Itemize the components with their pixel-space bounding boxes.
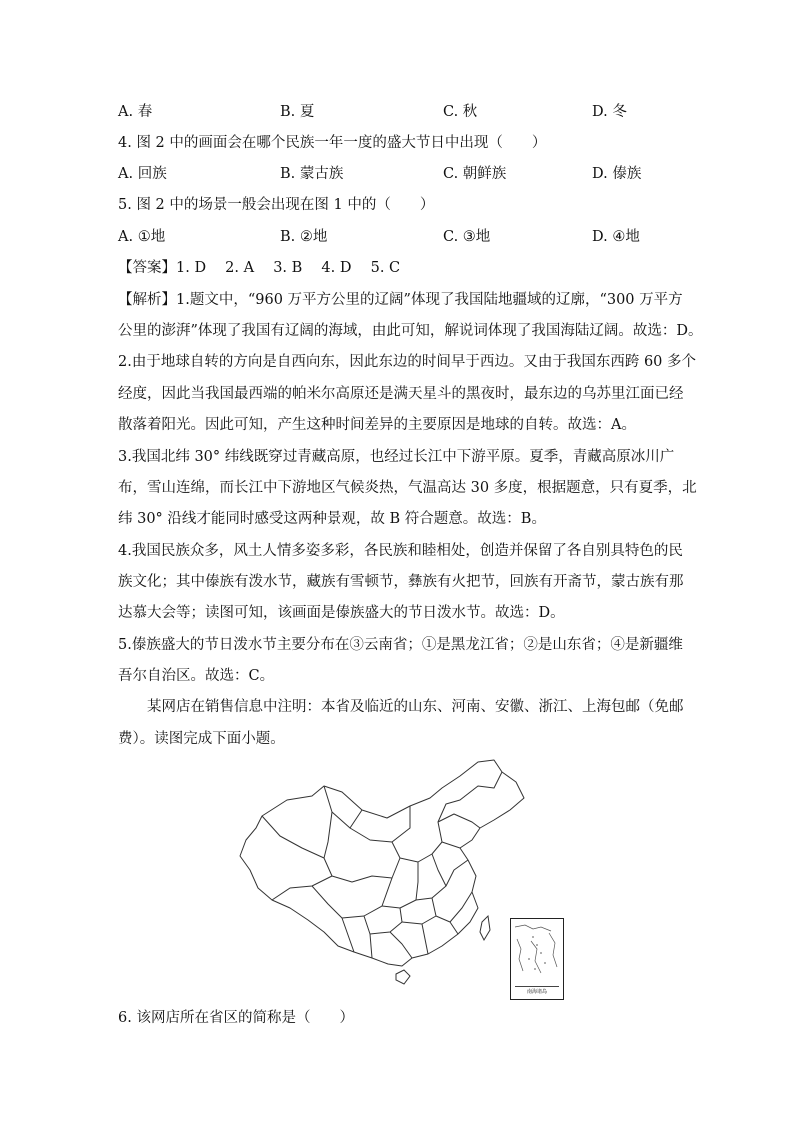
q3-option-c: C. 秋 — [443, 104, 478, 120]
q4-option-c: C. 朝鲜族 — [443, 166, 507, 182]
analysis-line: 公里的澎湃”体现了我国有辽阔的海域，由此可知，解说词体现了我国海陆辽阔。故选：D。 — [118, 323, 703, 339]
q4-option-d: D. 傣族 — [592, 166, 642, 182]
inset-label: 南海诸岛 — [515, 986, 559, 997]
taiwan-island — [480, 916, 490, 940]
analysis-line: 吾尔自治区。故选：C。 — [118, 668, 275, 684]
q3-option-b: B. 夏 — [280, 104, 315, 120]
south-china-sea-inset — [510, 918, 564, 1000]
analysis-line: 散落着阳光。因此可知，产生这种时间差异的主要原因是地球的自转。故选：A。 — [118, 417, 636, 433]
answer-line: 【答案】1. D 2. A 3. B 4. D 5. C — [118, 260, 401, 276]
q6-stem: 6. 该网店所在省区的简称是（ ） — [118, 1010, 354, 1026]
q4-option-b: B. 蒙古族 — [280, 166, 344, 182]
inset-figure — [511, 919, 563, 985]
hainan-island — [396, 970, 410, 984]
q3-option-d: D. 冬 — [592, 104, 627, 120]
analysis-line: 5.傣族盛大的节日泼水节主要分布在③云南省；①是黑龙江省；②是山东省；④是新疆维 — [118, 637, 683, 653]
q5-option-d: D. ④地 — [592, 229, 640, 245]
analysis-line: 达慕大会等；读图可知，该画面是傣族盛大的节日泼水节。故选：D。 — [118, 605, 565, 621]
q5-option-a: A. ①地 — [118, 229, 166, 245]
intro-line: 某网店在销售信息中注明：本省及临近的山东、河南、安徽、浙江、上海包邮（免邮 — [118, 699, 684, 715]
analysis-line: 3.我国北纬 30° 纬线既穿过青藏高原，也经过长江中下游平原。夏季，青藏高原冰川广 — [118, 449, 675, 465]
q5-option-b: B. ②地 — [280, 229, 328, 245]
q4-stem: 4. 图 2 中的画面会在哪个民族一年一度的盛大节日中出现（ ） — [118, 135, 547, 151]
analysis-line: 布，雪山连绵，而长江中下游地区气候炎热，气温高达 30 多度，根据题意，只有夏季，北 — [118, 480, 697, 496]
intro-line: 费）。读图完成下面小题。 — [118, 731, 285, 747]
analysis-line: 4.我国民族众多，风土人情多姿多彩，各民族和睦相处，创造并保留了各自别具特色的民 — [118, 543, 683, 559]
analysis-line: 纬 30° 沿线才能同时感受这两种景观，故 B 符合题意。故选：B。 — [118, 511, 546, 527]
analysis-line: 【解析】1.题文中，“960 万平方公里的辽阔”体现了我国陆地疆域的辽廓，“300 万平方 — [118, 292, 683, 308]
q3-option-a: A. 春 — [118, 104, 153, 120]
q5-stem: 5. 图 2 中的场景一般会出现在图 1 中的（ ） — [118, 197, 435, 213]
analysis-line: 经度，因此当我国最西端的帕米尔高原还是满天星斗的黑夜时，最东边的乌苏里江面已经 — [118, 386, 684, 402]
q5-option-c: C. ③地 — [443, 229, 491, 245]
q4-option-a: A. 回族 — [118, 166, 167, 182]
analysis-line: 2.由于地球自转的方向是自西向东，因此东边的时间早于西边。又由于我国东西跨 60 多个 — [118, 354, 697, 370]
analysis-line: 族文化；其中傣族有泼水节，藏族有雪顿节，彝族有火把节，回族有开斋节，蒙古族有那 — [118, 574, 684, 590]
